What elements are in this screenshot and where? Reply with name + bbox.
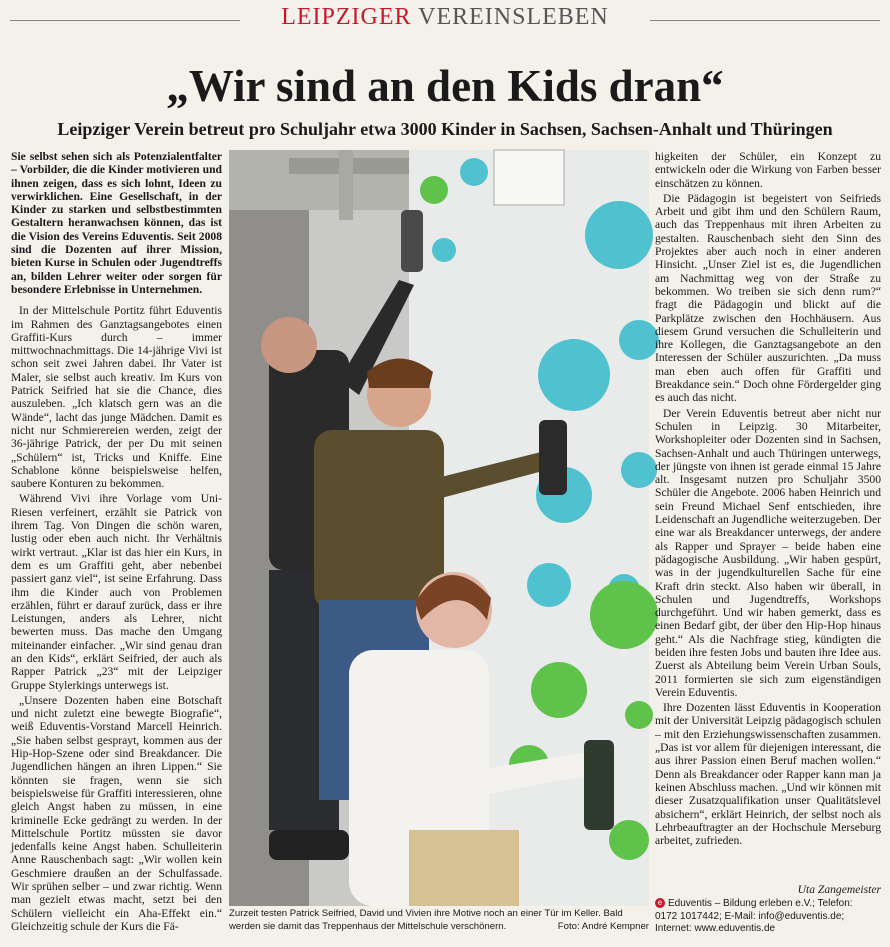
article-photo [229,150,649,906]
body-paragraph: „Unsere Dozenten haben eine Botschaft und nicht zuletzt eine bewegte Biografie“, weiß Eduventis-Vorstand Marcell Heinrich. „Sie haben selbst gesprayt, kommen aus der Hip-Hop-Szene oder sind Breakdancer. Die Jugendlichen hängen an ihren Lippen.“ Sie könnten sie fragen, wenn sie sich beispielsweise für Graffiti interessieren, ohne gleich Angst haben zu müssen, in eine kriminelle Ecke gedrängt zu werden. In der Mittelschule Portitz müssten sie davor jedenfalls keine Angst haben. Schulleiterin Anne Rauschenbach sagt: „Wir wollen kein Geschmiere draußen an der Schulfassade. Wir sprühen selber – und zwar richtig. Wenn man gezielt etwas macht, setzt bei den Schülern vielleicht ein Aha-Effekt ein.“ Gleichzeitig schule der Kurs die Fä- [11,693,222,933]
rubric-city: LEIPZIGER [281,4,412,30]
contact-box [655,898,881,936]
caption-text: Zurzeit testen Patrick Seifried, David und Vivien ihre Motive noch an einer Tür im Keller. Bald werden sie damit das Treppenhaus der Mittelschule verschönern. [229,908,623,932]
contact-line-1: Eduventis – Bildung erleben e.V.; Telefon: [668,898,853,909]
body-paragraph: Die Pädagogin ist begeistert von Seifrieds Arbeit und gibt ihm und den Schülern Raum, auch das Treppenhaus mit ihren Arbeiten zu gestalten. Rauschenbach sieht den Sinn des Projektes aber auch noch in einer anderen Hinsicht. „Unser Ziel ist es, die Jugendlichen am Nachmittag weg von der Straße zu bekommen. Wo treiben sie sich denn rum?“ fragt die Pädagogin und blickt auf die Parkplätze zwischen den Hochhäusern. Aus diesem Grund versuchen die Schulleiterin und ihre Kollegen, die Ganztagsangebote an den Interessen der Schüler auszurichten. „Da muss man eben auch offen für Graffiti und Breakdance sein.“ Doch ohne Fördergelder ging es auch das nicht. [655,191,881,405]
graffiti-photo-illustration [229,150,649,906]
body-paragraph: In der Mittelschule Portitz führt Eduventis im Rahmen des Ganztagsangebotes einen Graffiti-Kurs durch – immer mittwochnachmittags. Die 14-jährige Vivi ist schon seit zwei Jahren dabei. Ihr Vater ist Maler, sie selbst auch kreativ. Im Kurs von Patrick Seifried hat sie die Chance, dies auszuleben. „Ich klatsch gern was an die Wände“, lacht das junge Mädchen. Damit es nicht nur Schmierereien werden, zeigt der 36-jährige Patrick, der per Du mit seinen „Schülern“ ist, Tricks und Kniffe. Eine Schablone könne beispielsweise helfen, saubere Konturen zu bekommen. [11,304,222,491]
article-column-right [655,150,881,882]
section-rubric [0,0,890,34]
rubric-rule-left [10,20,240,21]
contact-line-3: Internet: www.eduventis.de [655,923,776,934]
author-byline: Uta Zangemeister [797,883,881,896]
eduventis-logo-icon: e [655,898,665,908]
headline: „Wir sind an den Kids dran“ [166,61,724,111]
rubric-rule-right [650,20,880,21]
article-column-left [11,150,222,933]
photo-caption [229,908,649,933]
photo-credit: Foto: André Kempner [557,920,649,932]
contact-line-2: 0172 1017442; E-Mail: info@eduventis.de; [655,910,845,922]
rubric-section: VEREINSLEBEN [418,4,609,30]
lead-paragraph: Sie selbst sehen sich als Potenzialentfalter – Vorbilder, die die Kinder motivieren und ihnen zeigen, dass es sich lohnt, Ideen zu verwirklichen. Eine Gesellschaft, in der Kinder zu starken und selbstbestimmten Gestaltern heranwachsen können, das ist die Vision des Vereins Eduventis. Seit 2008 sind die Dozenten auf ihrer Mission, bieten Kurse in Schulen oder Jugendtreffs an, bilden Lehrer weiter oder sorgen für besondere Erlebnisse in Unternehmen. [11,150,222,296]
subheadline: Leipziger Verein betreut pro Schuljahr etwa 3000 Kinder in Sachsen, Sachsen-Anhalt und Thüringen [57,119,833,139]
rubric-text [240,4,650,31]
body-paragraph: higkeiten der Schüler, ein Konzept zu entwickeln oder die Wirkung von Farben besser einschätzen zu können. [655,150,881,190]
body-paragraph: Während Vivi ihre Vorlage vom Uni-Riesen verfeinert, erzählt sie Patrick von ihrem Tag. Von Dingen die schön waren, lustig oder eben auch nicht. Ihr Verhältnis wirkt vertraut. „Klar ist das hier ein Kurs, in dem es um Graffiti geht, aber nebenbei passiert ganz viel“, ist seine Erfahrung. Dass ihm die Kinder auch von Problemen erzählen, führt er darauf zurück, dass er ihre Leistungen, anders als Lehrer, nicht bewerten muss. Das mache den Umgang miteinander einfacher. „Wir sind genau dran an den Kids“, erklärt Seifried, der auch als Rapper Patrick „23“ mit der Leipziger Gruppe Stylerkings unterwegs ist. [11,492,222,692]
body-paragraph: Ihre Dozenten lässt Eduventis in Kooperation mit der Universität Leipzig pädagogisch schulen – mit den Erziehungswissenschaften zusammen. „Das ist vor allem für diejenigen interessant, die aus ihrer Passion einen Beruf machen wollen.“ Denn als Breakdancer oder Rapper kann man ja keinen Abschluss machen. „Und wir können mit dieser Zusatzqualifikation unser Qualitätslevel absichern“, erklärt Heinrich, der selbst noch als Lehrbeauftragter an der Hochschule Merseburg arbeitet, zufrieden. [655,701,881,848]
body-paragraph: Der Verein Eduventis betreut aber nicht nur Schulen in Leipzig. 30 Mitarbeiter, Workshopleiter oder Dozenten sind in Sachsen, Sachsen-Anhalt und auch Thüringen unterwegs, der jüngste von ihnen ist gerade einmal 15 Jahre alt. Insgesamt nutzen pro Schuljahr 3500 Schüler die Angebote. 2006 haben Heinrich und sein Freund Michael Senf entschieden, ihre Leidenschaft an Jugendliche weiterzugeben. Der eine war als Breakdancer unterwegs, der andere als Rapper und Sprayer – beide haben eine pädagogische Ausbildung. „Wir haben gespürt, was in der jugendkulturellen Sache für eine Kraft drin steckt. Also haben wir überall, in Schulen und Jugendtreffs, Workshops durchgeführt. Und wir haben gemerkt, dass es einen Bedarf gibt, der über den Hip-Hop hinaus geht.“ Als die Nachfrage stieg, kündigten die beiden ihre festen Jobs und bauten ihre Idee aus. Zuerst als Abteilung beim Verein Urban Souls, 2011 formierten sie sich zum eigenständigen Verein Eduventis. [655,406,881,699]
